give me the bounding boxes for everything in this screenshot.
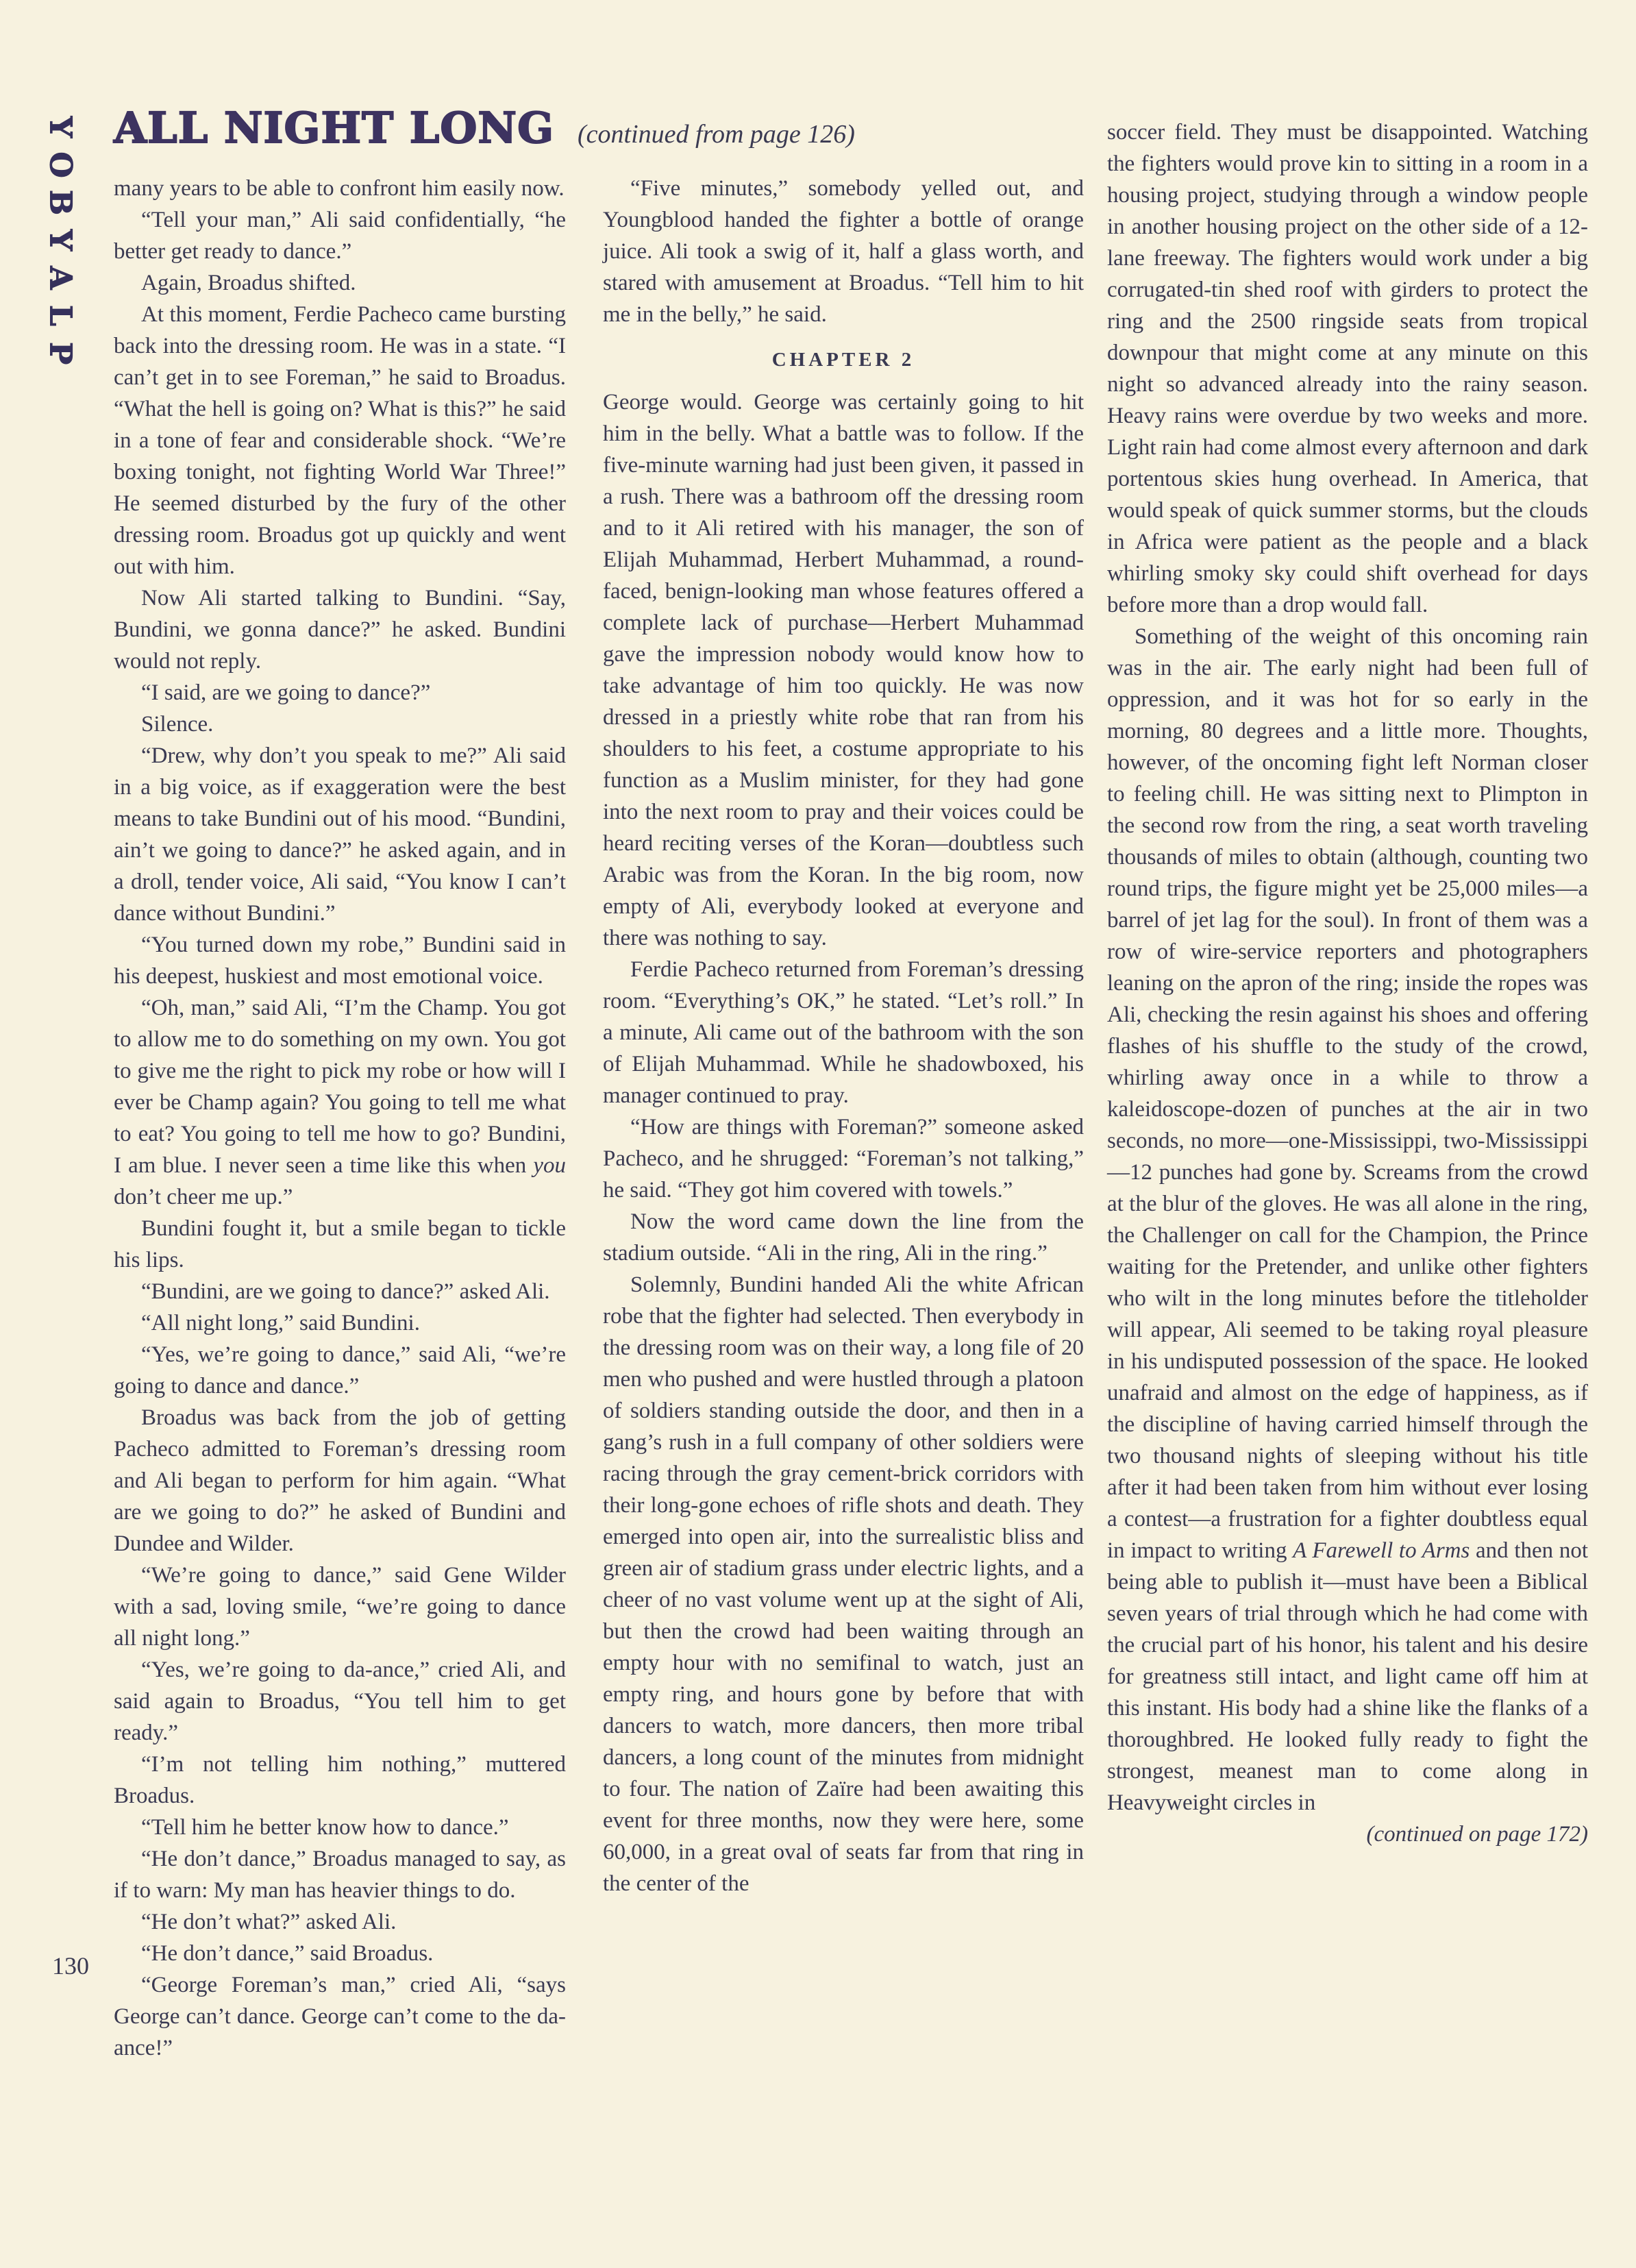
paragraph: soccer field. They must be disappointed. Watching the fighters would prove kin to sitting in a room in a housing project, studying through a window people in another housing project on the other side of a 12-lane freeway. The fighters would work under a big corrugated-tin shed roof with girders to protect the ring and the 2500 ringside seats from tropical downpour that might come at any minute on this night so advanced already into the rainy season. Heavy rains were overdue by two weeks and more. Light rain had come almost every afternoon and dark portentous skies hung overhead. In America, that would speak of quick summer storms, but the clouds in Africa were patient as the people and a black whirling smoky sky could shift overhead for days before more than a drop would fall.	[1107, 120, 1588, 617]
paragraph: “You turned down my robe,” Bundini said in his deepest, huskiest and most emotional voice.	[114, 933, 566, 989]
paragraph: “How are things with Foreman?” someone asked Pacheco, and he shrugged: “Foreman’s not talking,” he said. “They got him covered with towels.”	[603, 1115, 1084, 1203]
paragraph: “I’m not telling him nothing,” muttered Broadus.	[114, 1752, 566, 1808]
playboy-vertical-letter: L	[42, 305, 78, 326]
paragraph: George would. George was certainly going to hit him in the belly. What a battle was to follow. If the five-minute warning had just been given, it passed in a rush. There was a bathroom off the dressing room and to it Ali retired with his manager, the son of Elijah Muhammad, Herbert Muhammad, a round-faced, benign-looking man whose features offered a complete lack of purchase—Herbert Muhammad gave the impression nobody would know how to take advantage of him too quickly. He was now dressed in a priestly white robe that ran from his shoulders to his feet, a costume appropriate to his function as a Muslim minister, for they had gone into the next room to pray and their voices could be heard reciting verses of the Koran—doubtless such Arabic was from the Koran. In the big room, now empty of Ali, everybody looked at everyone and there was nothing to say.	[603, 390, 1084, 950]
continued-on-note: (continued on page 172)	[1366, 1822, 1588, 1847]
paragraph: many years to be able to confront him easily now.	[114, 176, 565, 201]
playboy-vertical-letter: B	[42, 189, 78, 216]
paragraph: “Tell him he better know how to dance.”	[141, 1815, 509, 1840]
paragraph: “He don’t dance,” Broadus managed to say, as if to warn: My man has heavier things to do.	[114, 1847, 566, 1903]
playboy-vertical-letter: P	[42, 341, 78, 365]
paragraph: “Yes, we’re going to dance,” said Ali, “we’re going to dance and dance.”	[114, 1342, 566, 1398]
paragraph: “All night long,” said Bundini.	[141, 1311, 420, 1335]
paragraph: Broadus was back from the job of getting Pacheco admitted to Foreman’s dressing room and Ali began to perform for him again. “What are we going to do?” he asked of Bundini and Dundee and Wilder.	[114, 1405, 566, 1556]
paragraph: Bundini fought it, but a smile began to tickle his lips.	[114, 1216, 566, 1272]
paragraph: “Bundini, are we going to dance?” asked Ali.	[141, 1279, 550, 1304]
paragraph: Ferdie Pacheco returned from Foreman’s dressing room. “Everything’s OK,” he stated. “Let’s roll.” In a minute, Ali came out of the bathroom with the son of Elijah Muhammad. While he shadowboxed, his manager continued to pray.	[603, 957, 1084, 1108]
page-number: 130	[52, 1952, 89, 1980]
paragraph: Now the word came down the line from the stadium outside. “Ali in the ring, Ali in the ring.”	[603, 1209, 1084, 1266]
paragraph: “He don’t dance,” said Broadus.	[141, 1941, 434, 1966]
text-column-2	[603, 173, 1084, 1899]
paragraph: “George Foreman’s man,” cried Ali, “says George can’t dance. George can’t come to the da-ance!”	[114, 1973, 566, 2060]
chapter-heading: CHAPTER 2	[771, 349, 915, 371]
paragraph: “We’re going to dance,” said Gene Wilder with a sad, loving smile, “we’re going to dance all night long.”	[114, 1563, 566, 1651]
paragraph: “I said, are we going to dance?”	[141, 680, 431, 705]
paragraph: “Oh, man,” said Ali, “I’m the Champ. You got to allow me to do something on my own. You got to give me the right to pick my robe or how will I ever be Champ again? You going to tell me what to eat? You going to tell me how to go? Bundini, I am blue. I never seen a time like this when you don’t cheer me up.”	[114, 996, 566, 1209]
paragraph: At this moment, Ferdie Pacheco came bursting back into the dressing room. He was in a state. “I can’t get in to see Foreman,” he said to Broadus. “What the hell is going on? What is this?” he said in a tone of fear and considerable shock. “We’re boxing tonight, not fighting World War Three!” He seemed disturbed by the fury of the other dressing room. Broadus got up quickly and went out with him.	[114, 302, 566, 579]
playboy-vertical-letter: A	[42, 266, 78, 290]
paragraph: Something of the weight of this oncoming rain was in the air. The early night had been full of oppression, and it was hot for so early in the morning, 80 degrees and a little more. Thoughts, however, of the oncoming fight left Norman closer to feeling chill. He was sitting next to Plimpton in the second row from the ring, a seat worth traveling thousands of miles to obtain (although, counting two round trips, the figure might yet be 25,000 miles—a barrel of jet lag for the soul). In front of them was a row of wire-service reporters and photographers leaning on the apron of the ring; inside the ropes was Ali, checking the resin against his shoes and offering flashes of his shuffle to the study of the crowd, whirling away once in a while to throw a kaleidoscope-dozen of punches at the air in two seconds, no more—one-Mississippi, two-Mississippi—12 punches had gone by. Screams from the crowd at the blur of the gloves. He was all alone in the ring, the Challenger on call for the Champion, the Prince waiting for the Pretender, and unlike other fighters who wilt in the long minutes before the titleholder will appear, Ali seemed to be taking royal pleasure in his undisputed possession of the space. He looked unafraid and almost on the edge of happiness, as if the discipline of having carried himself through the two thousand nights of sleeping without his title after it had been taken from him without ever losing a contest—a frustration for a fighter doubtless equal in impact to writing A Farewell to Arms and then not being able to publish it—must have been a Biblical seven years of trial through which he had come with the crucial part of his honor, his talent and his desire for greatness still intact, and light came off him at this instant. His body had a shine like the flanks of a thoroughbred. He looked fully ready to fight the strongest, meanest man to come along in Heavyweight circles in	[1107, 624, 1588, 1815]
paragraph: “He don’t what?” asked Ali.	[141, 1910, 397, 1934]
paragraph: Silence.	[141, 712, 214, 737]
article-header	[114, 103, 1141, 153]
text-column-3	[1107, 116, 1588, 1850]
paragraph: “Drew, why don’t you speak to me?” Ali said in a big voice, as if exaggeration were the best means to take Bundini out of his mood. “Bundini, ain’t we going to dance?” he asked again, and in a droll, tender voice, Ali said, “You know I can’t dance without Bundini.”	[114, 743, 566, 926]
paragraph: Now Ali started talking to Bundini. “Say, Bundini, we gonna dance?” he asked. Bundini would not reply.	[114, 586, 566, 674]
playboy-vertical-letter: O	[42, 151, 78, 178]
paragraph: “Tell your man,” Ali said confidentially, “he better get ready to dance.”	[114, 208, 566, 264]
continued-from-note: (continued from page 126)	[578, 120, 855, 149]
paragraph: “Yes, we’re going to da-ance,” cried Ali, and said again to Broadus, “You tell him to get ready.”	[114, 1657, 566, 1745]
playboy-vertical-letter: Y	[42, 116, 78, 138]
playboy-vertical-letter: Y	[42, 229, 78, 251]
paragraph: Again, Broadus shifted.	[141, 271, 356, 295]
text-column-1	[114, 173, 566, 2064]
paragraph: Solemnly, Bundini handed Ali the white African robe that the fighter had selected. Then everybody in the dressing room was on their way, a long file of 20 men who pushed and were hustled through a platoon of soldiers standing outside the door, and then in a gang’s rush in a full company of other soldiers were racing through the gray cement-brick corridors with their long-gone echoes of rifle shots and death. They emerged into open air, into the surrealistic bliss and green air of stadium grass under electric lights, and a cheer of no vast volume went up at the sight of Ali, but then the crowd had been waiting through an empty hour with no semifinal to watch, just an empty ring, and hours gone by before that with dancers to watch, more dancers, then more tribal dancers, a long count of the minutes from midnight to four. The nation of Zaïre had been awaiting this event for three months, now they were here, some 60,000, in a great oval of seats far from that ring in the center of the	[603, 1272, 1084, 1896]
article-title: ALL NIGHT LONG	[114, 103, 555, 153]
playboy-vertical-masthead	[40, 108, 84, 372]
paragraph: “Five minutes,” somebody yelled out, and Youngblood handed the fighter a bottle of orange juice. Ali took a swig of it, half a glass worth, and stared with amusement at Broadus. “Tell him to hit me in the belly,” he said.	[603, 176, 1084, 327]
